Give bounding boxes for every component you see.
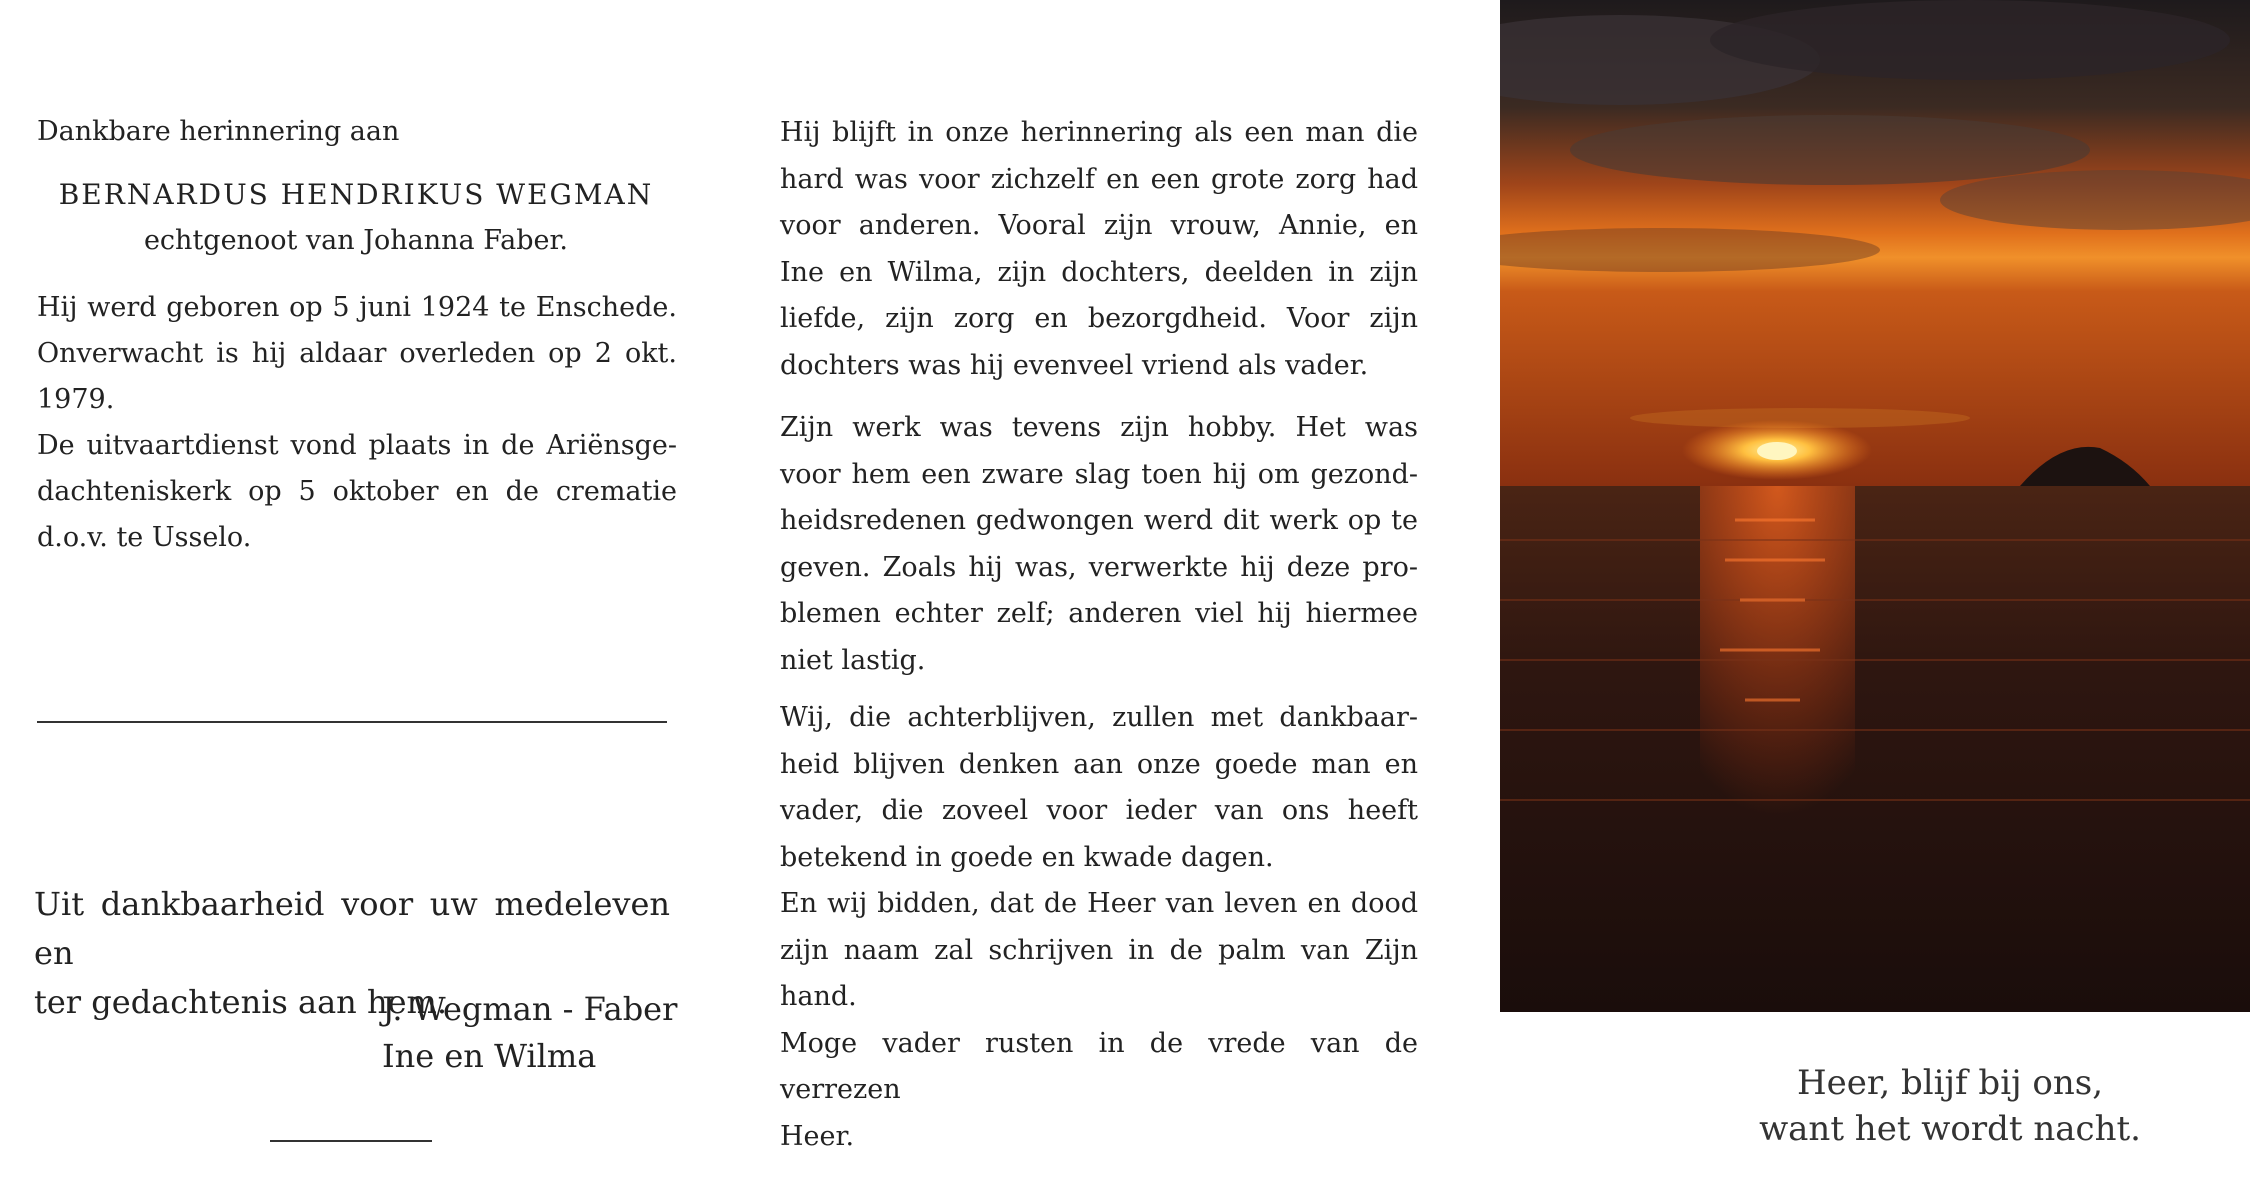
divider-rule <box>37 721 667 723</box>
deceased-name: BERNARDUS HENDRIKUS WEGMAN <box>58 178 654 211</box>
bio-line: Hij werd geboren op 5 juni 1924 te Enschede. <box>37 292 677 323</box>
text-line: Moge vader rusten in de vrede van de verrezen <box>780 1027 1418 1105</box>
bio-line: 1979. <box>37 384 115 415</box>
text-line: blemen echter zelf; anderen viel hij hiermee <box>780 598 1418 629</box>
text-line: liefde, zijn zorg en bezorgdheid. Voor zijn <box>780 303 1418 334</box>
text-line: Heer. <box>780 1120 855 1152</box>
signature-line: Ine en Wilma <box>382 1037 597 1075</box>
text-line: Hij blijft in onze herinnering als een man die <box>780 117 1418 148</box>
bio-line: Onverwacht is hij aldaar overleden op 2 okt. <box>37 338 677 369</box>
text-line: dochters was hij evenveel vriend als vader. <box>780 349 1369 381</box>
text-line: hand. <box>780 981 857 1012</box>
thanks-line: ter gedachtenis aan hem. <box>34 983 448 1021</box>
text-line: Zijn werk was tevens zijn hobby. Het was <box>780 412 1418 443</box>
text-line: heid blijven denken aan onze goede man en <box>780 748 1418 780</box>
left-panel <box>0 0 740 1200</box>
sunset-photo <box>1500 0 2250 1012</box>
text-line: vader, die zoveel voor ieder van ons heeft <box>780 795 1418 826</box>
right-panel <box>1500 0 2250 1200</box>
text-line: voor anderen. Vooral zijn vrouw, Annie, en <box>780 210 1418 241</box>
short-rule <box>270 1140 432 1142</box>
text-line: geven. Zoals hij was, verwerkte hij deze pro- <box>780 551 1418 583</box>
work-paragraph <box>780 405 1418 684</box>
prayer-paragraph <box>780 695 1418 1160</box>
bio-line: De uitvaartdienst vond plaats in de Ariënsge- <box>37 430 677 461</box>
text-line: Wij, die achterblijven, zullen met dankbaar- <box>780 702 1418 733</box>
bio-line: dachteniskerk op 5 oktober en de crematie <box>37 476 677 507</box>
text-line: voor hem een zware slag toen hij om gezond- <box>780 458 1418 490</box>
memorial-heading: Dankbare herinnering aan <box>37 116 400 147</box>
spouse-line: echtgenoot van Johanna Faber. <box>143 225 569 256</box>
text-line: Ine en Wilma, zijn dochters, deelden in zijn <box>780 256 1418 288</box>
text-line: hard was voor zichzelf en een grote zorg had <box>780 163 1418 195</box>
text-line: zijn naam zal schrijven in de palm van Zijn <box>780 934 1418 966</box>
caption-line: Heer, blijf bij ons, <box>1796 1063 2104 1103</box>
signature-line: J. Wegman - Faber <box>382 990 678 1028</box>
text-line: heidsredenen gedwongen werd dit werk op te <box>780 505 1418 536</box>
text-line: niet lastig. <box>780 644 926 676</box>
sunset-image <box>1500 0 2250 1012</box>
caption-line: want het wordt nacht. <box>1759 1109 2141 1149</box>
bio-line: d.o.v. te Usselo. <box>37 522 252 553</box>
memory-paragraph <box>780 110 1418 389</box>
text-line: betekend in goede en kwade dagen. <box>780 841 1274 873</box>
thanks-line: Uit dankbaarheid voor uw medeleven en <box>34 885 670 972</box>
text-line: En wij bidden, dat de Heer van leven en dood <box>780 888 1418 919</box>
middle-panel <box>740 0 1500 1200</box>
